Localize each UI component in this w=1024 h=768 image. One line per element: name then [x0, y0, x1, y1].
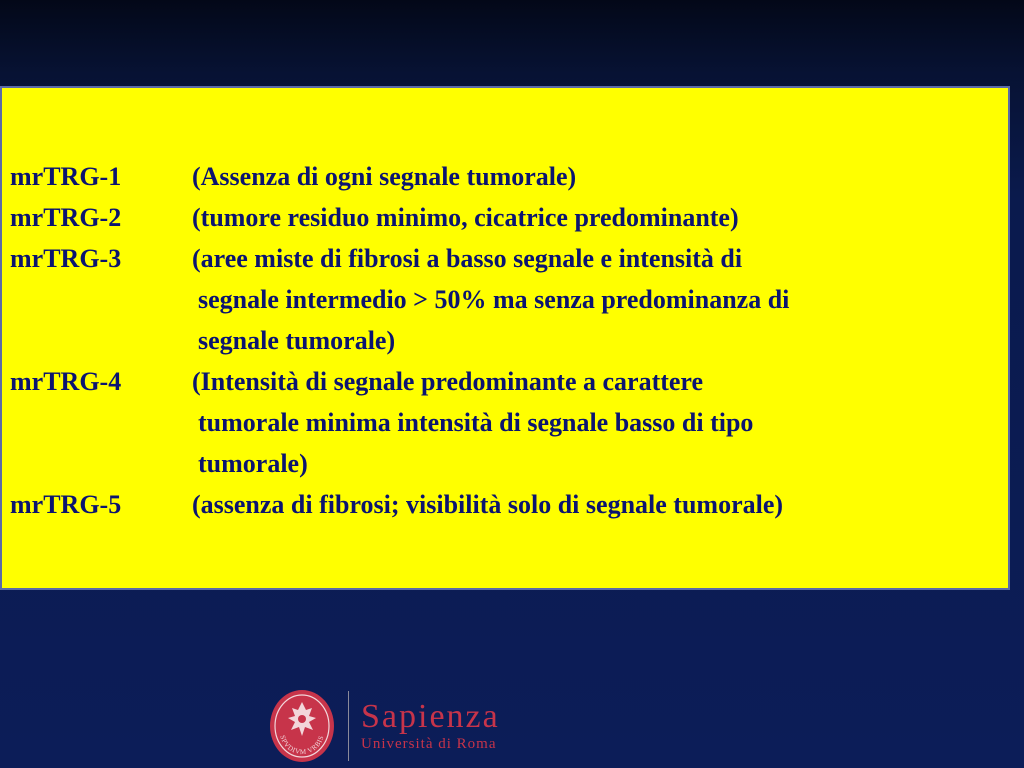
trg-row	[10, 484, 1010, 525]
university-seal-icon	[268, 688, 336, 764]
trg-code: mrTRG-4	[10, 367, 122, 396]
trg-description-continuation: tumorale)	[198, 449, 308, 478]
trg-description-continuation: segnale intermedio > 50% ma senza predominanza di	[198, 285, 790, 314]
logo-divider	[348, 691, 349, 761]
brand-subtitle: Università di Roma	[361, 736, 497, 752]
trg-code: mrTRG-3	[10, 244, 122, 273]
trg-row	[10, 238, 1010, 279]
trg-description: (Intensità di segnale predominante a carattere	[192, 367, 704, 396]
trg-description: (tumore residuo minimo, cicatrice predominante)	[192, 203, 739, 232]
trg-row	[10, 197, 1010, 238]
brand-name: Sapienza	[361, 698, 500, 735]
trg-list	[10, 156, 1010, 525]
trg-description: (aree miste di fibrosi a basso segnale e intensità di	[192, 244, 743, 273]
svg-text:SPVDIVM VRBIS: SPVDIVM VRBIS	[278, 734, 326, 757]
trg-row	[10, 361, 1010, 402]
trg-description-continuation: segnale tumorale)	[198, 326, 396, 355]
trg-row	[10, 156, 1010, 197]
trg-description-continuation: tumorale minima intensità di segnale basso di tipo	[198, 408, 754, 437]
trg-description: (assenza di fibrosi; visibilità solo di segnale tumorale)	[192, 490, 784, 519]
sapienza-logo	[268, 688, 500, 764]
trg-code: mrTRG-1	[10, 162, 122, 191]
brand-text	[361, 699, 500, 753]
trg-description: (Assenza di ogni segnale tumorale)	[192, 162, 577, 191]
trg-code: mrTRG-5	[10, 490, 122, 519]
trg-code: mrTRG-2	[10, 203, 122, 232]
top-band	[0, 0, 1024, 72]
